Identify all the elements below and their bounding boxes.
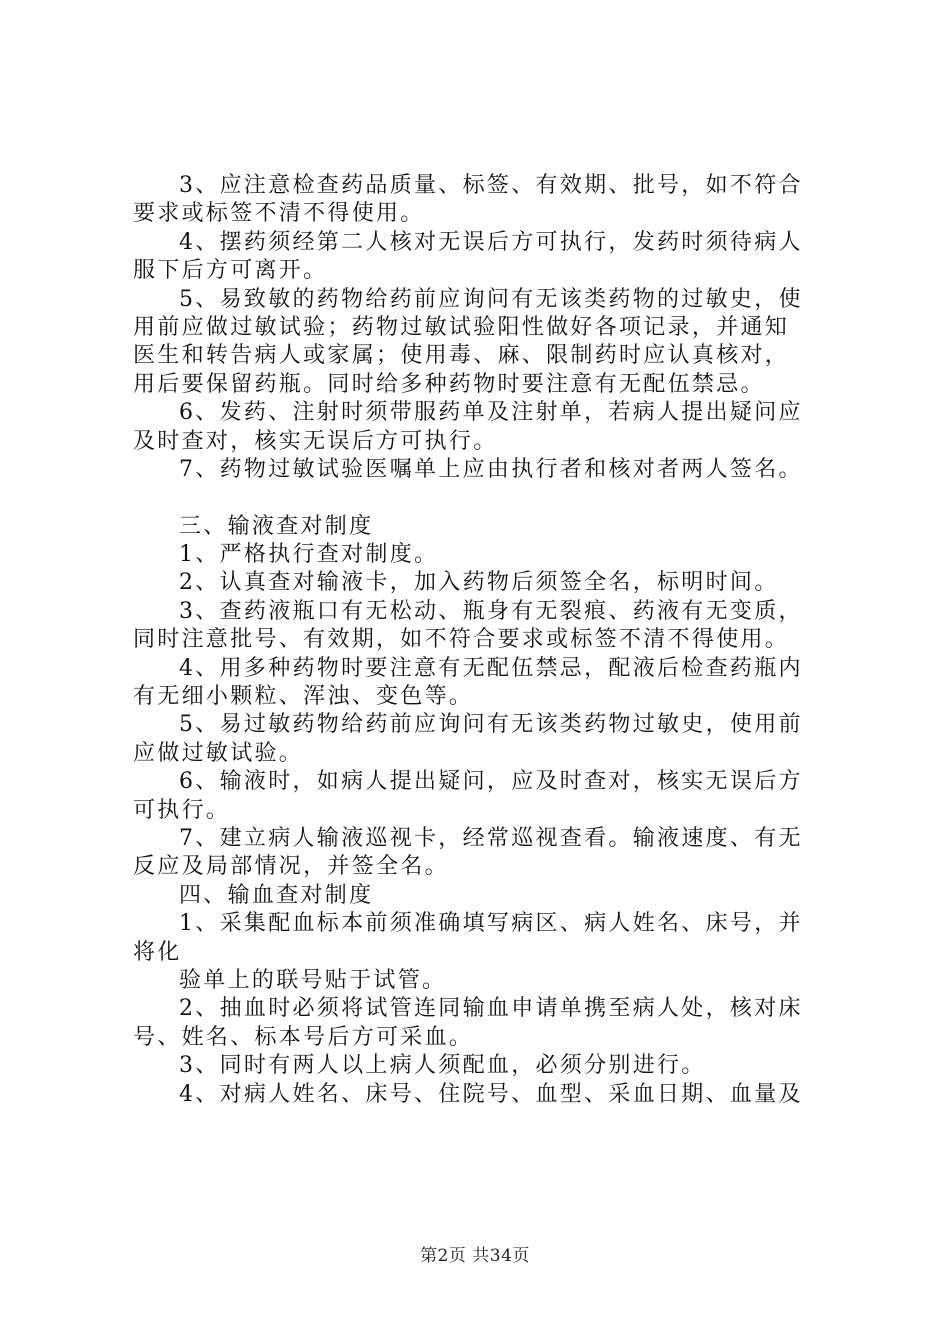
text-line: 6、输液时，如病人提出疑问，应及时查对，核实无误后方 (179, 769, 803, 795)
document-body (133, 172, 833, 1109)
text-line: 6、发药、注射时须带服药单及注射单，若病人提出疑问应 (179, 400, 803, 426)
text-line: 7、药物过敏试验医嘱单上应由执行者和核对者两人签名。 (179, 456, 803, 482)
text-line: 4、用多种药物时要注意有无配伍禁忌，配液后检查药瓶内 (179, 655, 803, 681)
text-line: 4、对病人姓名、床号、住院号、血型、采血日期、血量及 (179, 1081, 803, 1107)
text-line: 1、严格执行查对制度。 (179, 542, 439, 568)
text-line: 可执行。 (133, 797, 231, 823)
text-line: 四、输血查对制度 (179, 882, 374, 908)
text-line: 应做过敏试验。 (133, 740, 304, 766)
text-line: 7、建立病人输液巡视卡，经常巡视查看。输液速度、有无 (179, 825, 803, 851)
text-line: 要求或标签不清不得使用。 (133, 201, 425, 227)
page-footer: 第2页 共34页 (420, 1246, 530, 1266)
text-line: 同时注意批号、有效期，如不符合要求或标签不清不得使用。 (133, 627, 790, 653)
text-line: 2、抽血时必须将试管连同输血申请单携至病人处，核对床 (179, 996, 803, 1022)
text-line: 2、认真查对输液卡，加入药物后须签全名，标明时间。 (179, 570, 779, 596)
text-line: 验单上的联号贴于试管。 (179, 967, 447, 993)
text-line: 用后要保留药瓶。同时给多种药物时要注意有无配伍禁忌。 (133, 371, 765, 397)
text-line: 反应及局部情况，并签全名。 (133, 854, 449, 880)
text-line: 服下后方可离开。 (133, 258, 328, 284)
text-line: 3、同时有两人以上病人须配血，必须分别进行。 (179, 1053, 706, 1079)
text-line: 三、输液查对制度 (179, 513, 374, 539)
text-line: 号、姓名、标本号后方可采血。 (133, 1024, 474, 1050)
text-line: 3、应注意检查药品质量、标签、有效期、批号，如不符合 (179, 173, 803, 198)
blank-line (133, 484, 833, 512)
text-line: 将化 (133, 939, 182, 965)
text-line: 用前应做过敏试验；药物过敏试验阳性做好各项记录，并通知 (133, 314, 790, 340)
text-line: 及时查对，核实无误后方可执行。 (133, 428, 498, 454)
text-line: 1、采集配血标本前须准确填写病区、病人姓名、床号，并 (179, 911, 803, 937)
text-line: 医生和转告病人或家属；使用毒、麻、限制药时应认真核对， (133, 343, 790, 369)
text-line: 有无细小颗粒、浑浊、变色等。 (133, 684, 474, 710)
text-line: 4、摆药须经第二人核对无误后方可执行，发药时须待病人 (179, 229, 803, 255)
text-line: 5、易致敏的药物给药前应询问有无该类药物的过敏史，使 (179, 286, 803, 312)
text-line: 5、易过敏药物给药前应询问有无该类药物过敏史，使用前 (179, 712, 803, 738)
text-line: 3、查药液瓶口有无松动、瓶身有无裂痕、药液有无变质， (179, 598, 803, 624)
